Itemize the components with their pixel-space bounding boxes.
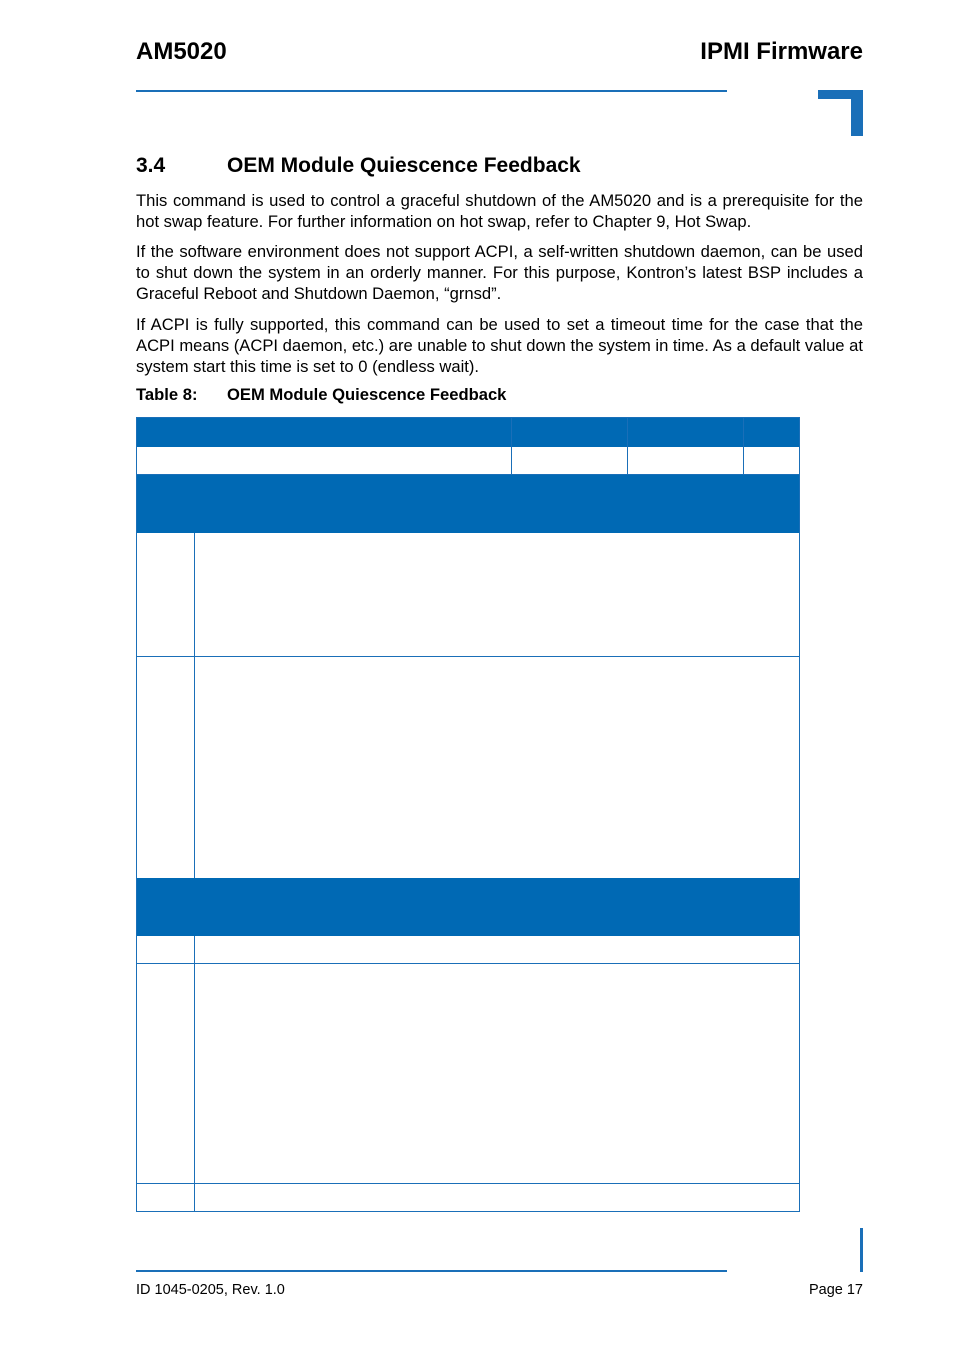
- section-heading: [136, 151, 581, 181]
- chapter-title: IPMI Firmware: [700, 38, 863, 65]
- table-row-line: [137, 963, 799, 964]
- table-header-divider: [511, 418, 512, 475]
- table-byte-column-divider: [194, 936, 195, 1211]
- header-rule: [136, 90, 727, 92]
- table-row-line: [137, 1183, 799, 1184]
- table-byte-column-divider: [194, 533, 195, 878]
- table-header-divider: [627, 418, 628, 475]
- paragraph-acpi-unsupported: If the software environment does not support ACPI, a self-written shutdown daemon, can be used to shut down the system in an orderly manner. For this purpose, Kontron’s latest BSP includes a Graceful Reboot and Shutdown Daemon, “grnsd”.: [136, 242, 863, 303]
- paragraph-acpi-supported: If ACPI is fully supported, this command can be used to set a timeout time for the case that the ACPI means (ACPI daemon, etc.) are unable to shut down the system in time. As a default value at system start this time is set to 0 (endless wait).: [136, 315, 863, 376]
- table-header-divider: [743, 418, 744, 475]
- document-id: ID 1045-0205, Rev. 1.0: [136, 1282, 285, 1298]
- table-response-band: [137, 878, 799, 936]
- section-title: OEM Module Quiescence Feedback: [227, 154, 581, 177]
- table-caption-title: OEM Module Quiescence Feedback: [227, 385, 507, 404]
- paragraph-intro: This command is used to control a graceful shutdown of the AM5020 and is a prerequisite for the hot swap feature. For further information on hot swap, refer to Chapter 9, Hot Swap.: [136, 191, 863, 231]
- table-header-row: [137, 418, 799, 447]
- table-caption: [136, 384, 506, 406]
- table-request-band: [137, 475, 799, 533]
- table-row-line: [137, 656, 799, 657]
- page-number: Page 17: [808, 1282, 863, 1298]
- section-number: 3.4: [136, 154, 166, 177]
- product-name: AM5020: [136, 38, 227, 65]
- table-caption-label: Table 8:: [136, 385, 198, 404]
- corner-mark-bottom-vertical: [860, 1228, 863, 1272]
- corner-mark-top-vertical: [851, 90, 863, 136]
- command-table: [136, 417, 800, 1212]
- footer-rule: [136, 1270, 727, 1272]
